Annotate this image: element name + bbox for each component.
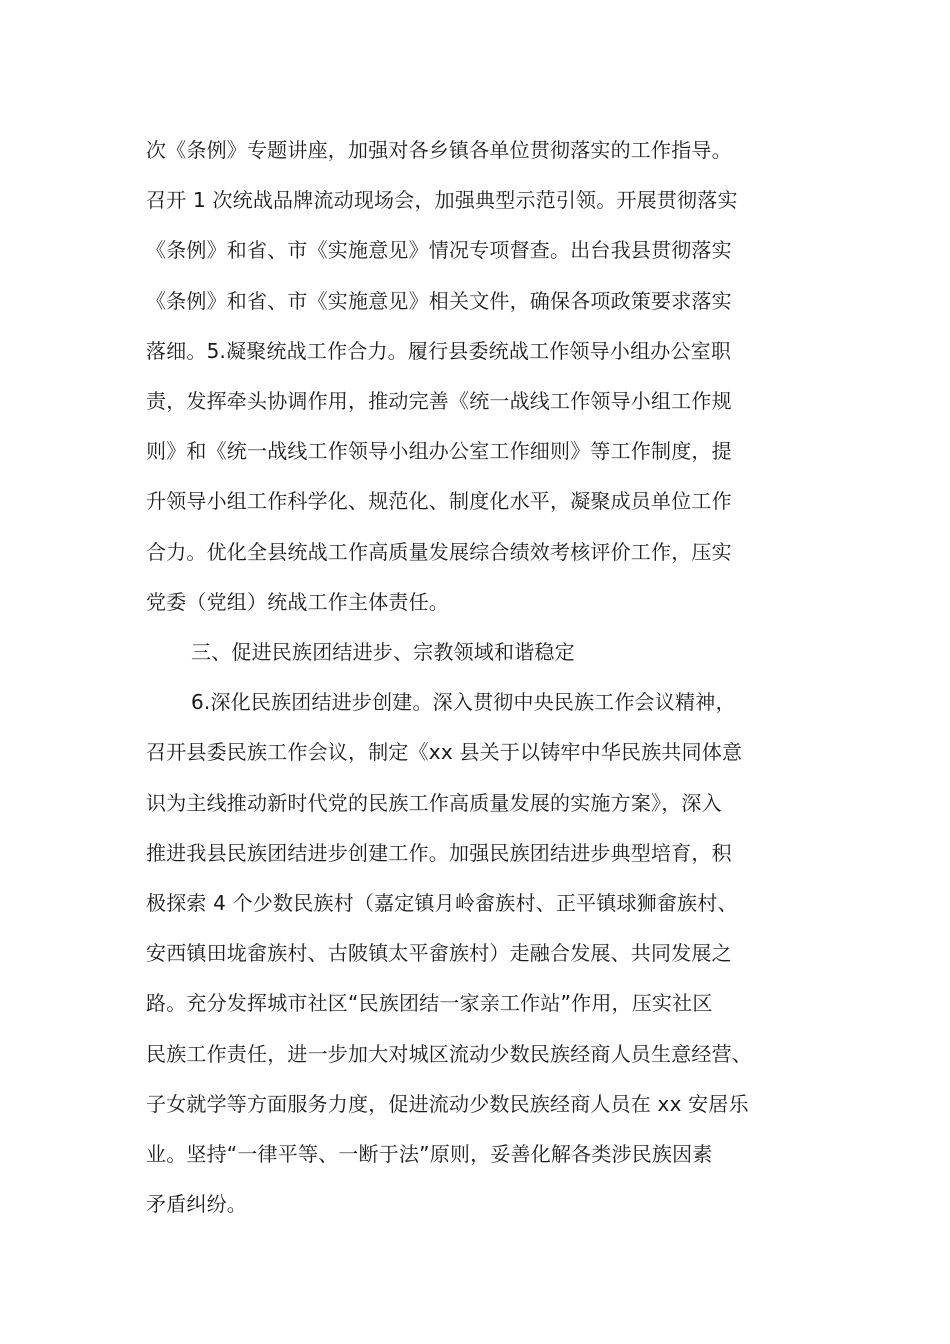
text-line: 路。充分发挥城市社区“民族团结一家亲工作站”作用，压实社区 — [146, 991, 713, 1015]
text-line: 党委（党组）统战工作主体责任。 — [146, 590, 449, 614]
text-line: 《条例》和省、市《实施意见》情况专项督查。出台我县贯彻落实 — [146, 238, 732, 262]
text-line: 民族工作责任，进一步加大对城区流动少数民族经商人员生意经营、 — [146, 1042, 752, 1066]
text-line: 责，发挥牵头协调作用，推动完善《统一战线工作领导小组工作规 — [146, 389, 732, 413]
text-line: 召开县委民族工作会议，制定《xx 县关于以铸牢中华民族共同体意 — [146, 740, 743, 764]
text-line: 识为主线推动新时代党的民族工作高质量发展的实施方案》，深入 — [146, 791, 722, 815]
text-line: 次《条例》专题讲座，加强对各乡镇各单位贯彻落实的工作指导。 — [146, 138, 732, 162]
text-line: 矛盾纠纷。 — [146, 1192, 247, 1216]
text-line: 合力。优化全县统战工作高质量发展综合绩效考核评价工作，压实 — [146, 540, 732, 564]
text-line: 升领导小组工作科学化、规范化、制度化水平，凝聚成员单位工作 — [146, 489, 732, 513]
text-line: 《条例》和省、市《实施意见》相关文件，确保各项政策要求落实 — [146, 289, 732, 313]
text-line: 则》和《统一战线工作领导小组办公室工作细则》等工作制度，提 — [146, 439, 732, 463]
text-line: 6.深化民族团结进步创建。深入贯彻中央民族工作会议精神， — [191, 690, 736, 714]
text-line: 业。坚持“一律平等、一断于法”原则，妥善化解各类涉民族因素 — [146, 1142, 713, 1166]
text-line: 召开 1 次统战品牌流动现场会，加强典型示范引领。开展贯彻落实 — [146, 188, 738, 212]
text-line: 安西镇田垅畲族村、古陂镇太平畲族村）走融合发展、共同发展之 — [146, 941, 732, 965]
text-line: 落细。5.凝聚统战工作合力。履行县委统战工作领导小组办公室职 — [146, 339, 732, 363]
text-line: 极探索 4 个少数民族村（嘉定镇月岭畲族村、正平镇球狮畲族村、 — [146, 891, 738, 915]
text-line: 子女就学等方面服务力度，促进流动少数民族经商人员在 xx 安居乐 — [146, 1092, 749, 1116]
text-line: 推进我县民族团结进步创建工作。加强民族团结进步典型培育，积 — [146, 841, 732, 865]
section-heading: 三、促进民族团结进步、宗教领域和谐稳定 — [191, 640, 575, 664]
